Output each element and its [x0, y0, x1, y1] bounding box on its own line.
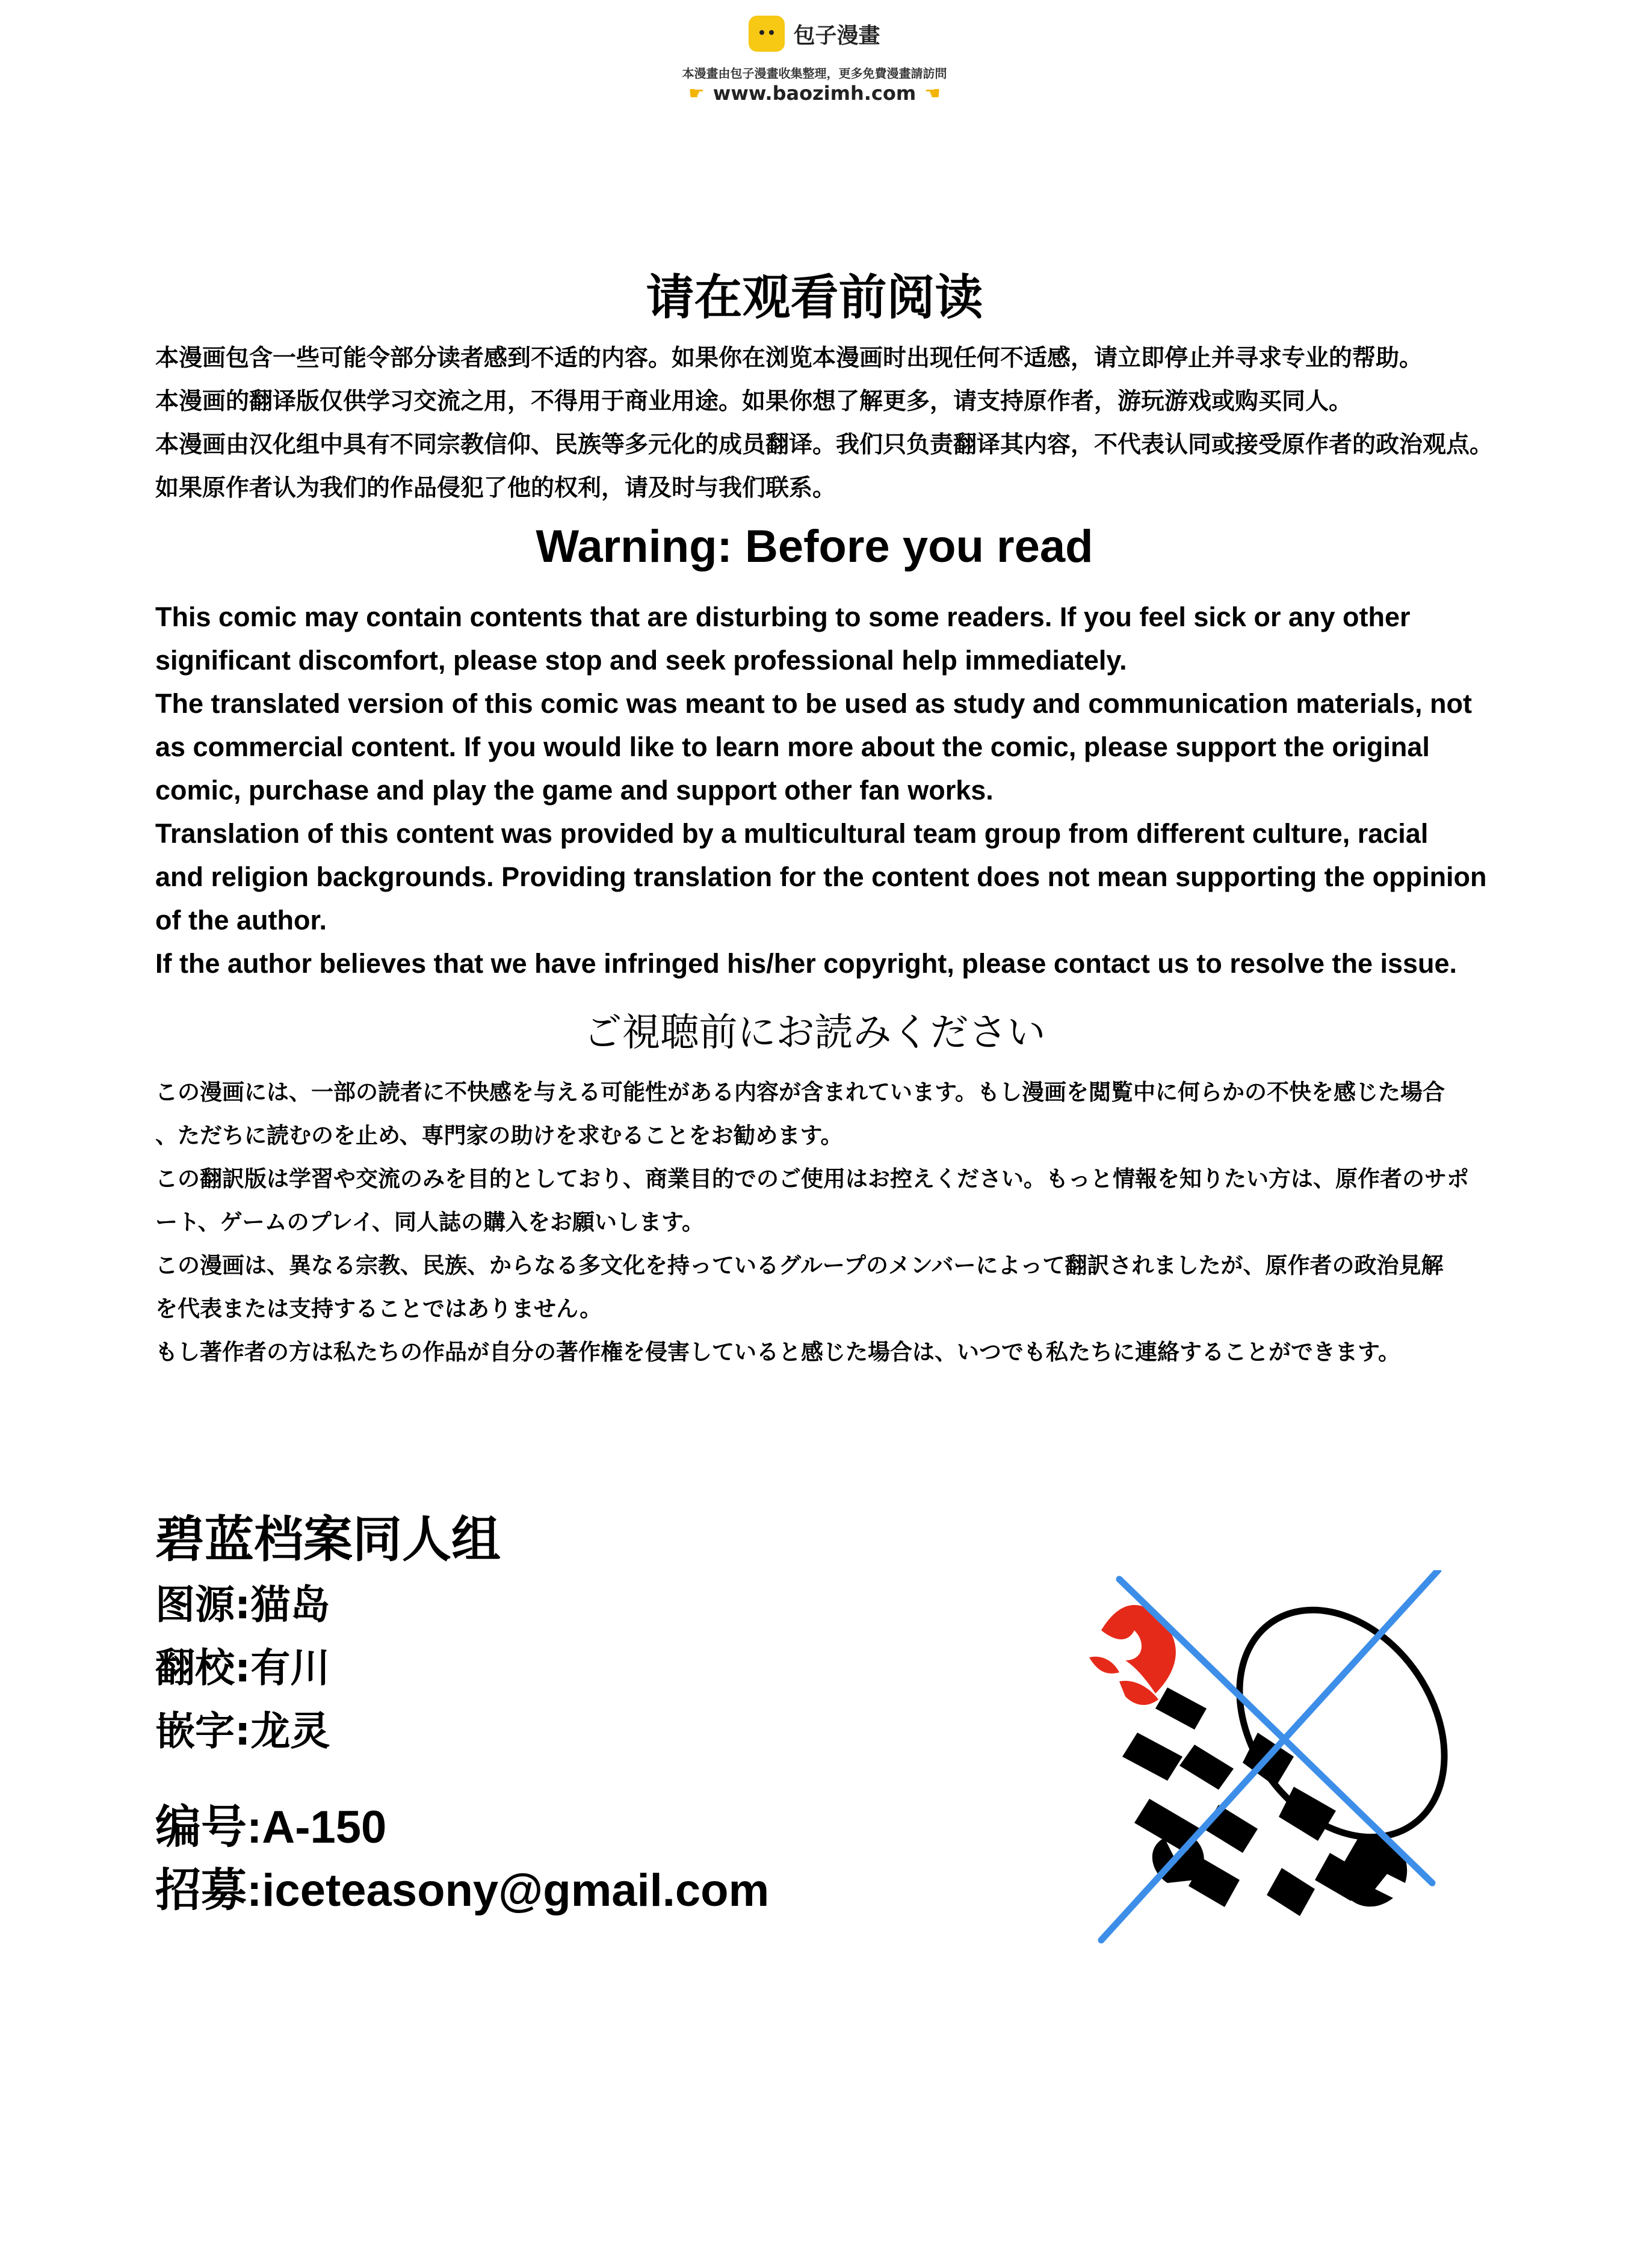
pointing-left-icon: ☚ — [924, 82, 941, 104]
japanese-line: この翻訳版は学習や交流のみを目的としており、商業目的でのご使用はお控えください。もっと情報を知りたい方は、原作者のサポ — [155, 1166, 1469, 1192]
english-line: of the author. — [155, 905, 327, 935]
pointing-right-icon: ☛ — [688, 82, 705, 104]
japanese-line: この漫画には、一部の読者に不快感を与える可能性がある内容が含まれています。もし漫画を閲覧中に何らかの不快を感じた場合 — [155, 1079, 1445, 1105]
english-line: If the author believes that we have infringed his/her copyright, please contact us to resolve the issue. — [155, 948, 1457, 979]
credit-source: 图源:猫岛 — [155, 1582, 330, 1628]
english-line: The translated version of this comic was meant to be used as study and communication materials, not — [155, 688, 1473, 719]
recruit-email[interactable]: 招募:iceteasony@gmail.com — [155, 1865, 770, 1916]
group-name: 碧蓝档案同人组 — [155, 1511, 501, 1568]
crossed-swords-emblem-icon — [1077, 1570, 1486, 1949]
credit-number: 编号:A-150 — [155, 1802, 387, 1853]
brand-name: 包子漫畫 — [793, 23, 880, 48]
bun-logo-icon — [749, 16, 785, 52]
japanese-line: ート、ゲームのプレイ、同人誌の購入をお願いします。 — [155, 1209, 705, 1235]
english-line: as commercial content. If you would like to learn more about the comic, please support the original — [155, 732, 1430, 762]
credit-translator: 翻校:有川 — [155, 1645, 330, 1691]
chinese-line: 如果原作者认为我们的作品侵犯了他的权利，请及时与我们联系。 — [155, 475, 836, 502]
credit-spacer — [155, 1763, 769, 1796]
chinese-line: 本漫画由汉化组中具有不同宗教信仰、民族等多元化的成员翻译。我们只负责翻译其内容，不代表认同或接受原作者的政治观点。 — [155, 431, 1494, 458]
japanese-line: 、ただちに読むのを止め、専門家の助けを求むることをお勧めます。 — [155, 1123, 843, 1148]
japanese-heading: ご視聴前にお読みください — [583, 1011, 1046, 1055]
english-line: significant discomfort, please stop and seek professional help immediately. — [155, 645, 1127, 676]
brand-url-row — [0, 82, 1629, 105]
japanese-notice — [155, 1071, 1476, 1374]
brand-header — [0, 16, 1629, 52]
english-line: comic, purchase and play the game and support other fan works. — [155, 775, 994, 806]
english-notice — [155, 596, 1487, 985]
japanese-line: を代表または支持することではありません。 — [155, 1296, 602, 1322]
english-heading: Warning: Before you read — [536, 521, 1093, 572]
chinese-heading: 请在观看前阅读 — [646, 270, 983, 325]
credit-typesetter: 嵌字:龙灵 — [155, 1708, 330, 1754]
credits-block — [155, 1507, 769, 1922]
chinese-line: 本漫画包含一些可能令部分读者感到不适的内容。如果你在浏览本漫画时出现任何不适感，请立即停止并寻求专业的帮助。 — [155, 345, 1423, 372]
english-line: and religion backgrounds. Providing translation for the content does not mean supporting the oppinion — [155, 861, 1487, 892]
japanese-line: もし著作者の方は私たちの作品が自分の著作権を侵害していると感じた場合は、いつでも私たちに連絡することができます。 — [155, 1339, 1401, 1365]
japanese-line: この漫画は、異なる宗教、民族、からなる多文化を持っているグループのメンバーによって翻訳されましたが、原作者の政治見解 — [155, 1253, 1444, 1278]
brand-url-link[interactable]: www.baozimh.com — [712, 82, 917, 105]
chinese-line: 本漫画的翻译版仅供学习交流之用，不得用于商业用途。如果你想了解更多，请支持原作者，游玩游戏或购买同人。 — [155, 388, 1353, 415]
english-line: This comic may contain contents that are disturbing to some readers. If you feel sick or any other — [155, 602, 1411, 632]
chinese-notice — [155, 337, 1494, 510]
english-line: Translation of this content was provided by a multicultural team group from different culture, racial — [155, 818, 1429, 849]
brand-subtitle: 本漫畫由包子漫畫收集整理，更多免費漫畫請訪問 — [682, 66, 947, 81]
